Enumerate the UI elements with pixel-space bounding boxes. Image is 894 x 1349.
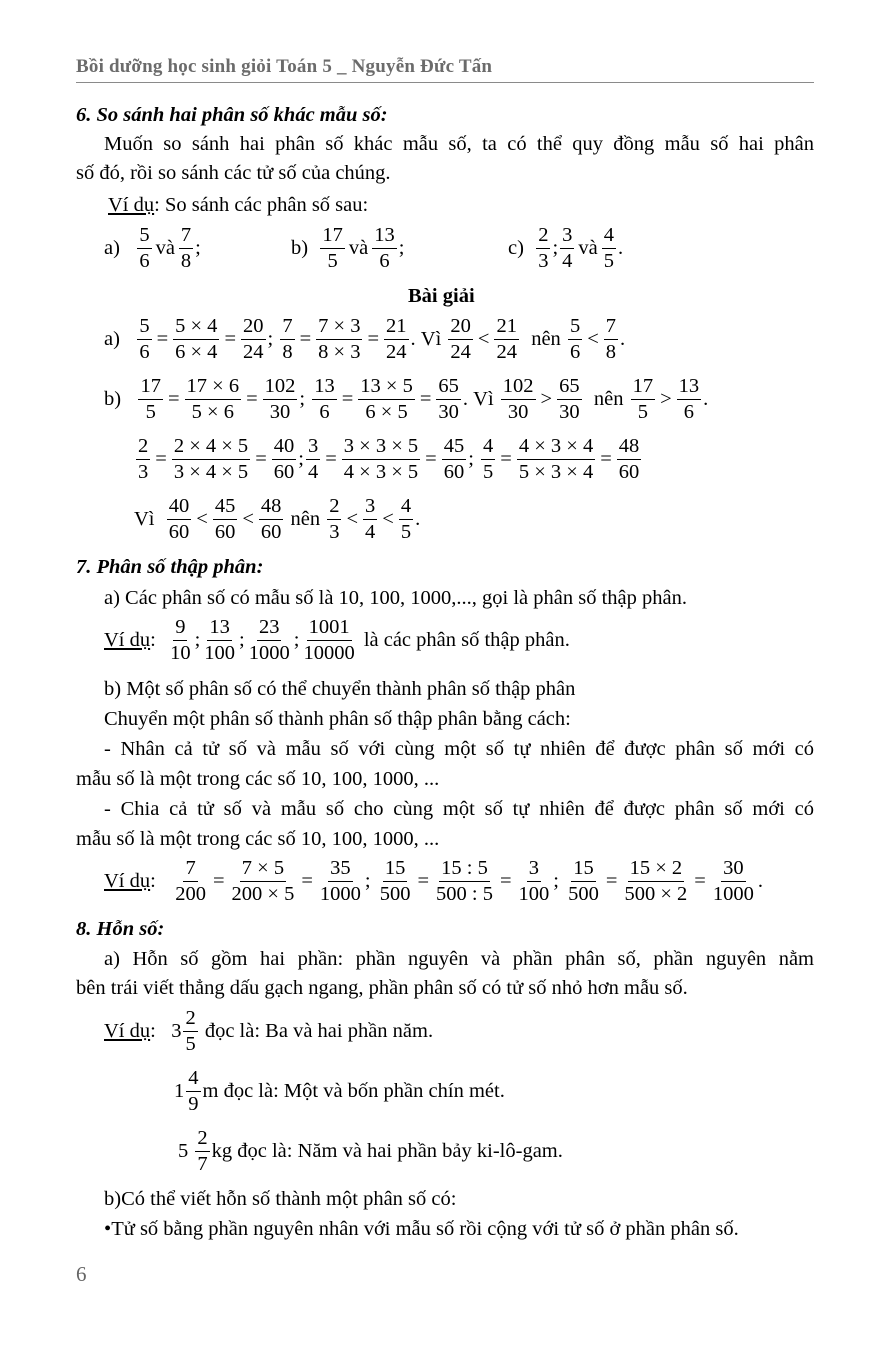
mixed-number-example-3: 5 2 7 kg đọc là: Năm và hai phần bảy ki-lô-gam. [178, 1126, 563, 1175]
solution-b: b) $\frac{17}{5}$ = $\frac{17 \times 6}{5 \times 6}$ = $\frac{102}{30}$ ; $\frac{13}{6}$ = $\frac{13 \times 5}{6 \times 5}$ = $\frac{65}{30}$ . Vì 102 30 > 65 30 nên 17 5 > 13 6 . [104, 374, 709, 423]
s7-c: Chuyển một phân số thành phân số thập phân bằng cách: [104, 708, 571, 730]
word-va: và [578, 236, 598, 259]
s7-d2-line1: - Chia cả tử số và mẫu số cho cùng một số tự nhiên để được phân số mới có [104, 798, 814, 820]
solution-a: a) $\frac{5}{6}$ = $\frac{5 \times 4}{6 \times 4}$ = $\frac{20}{24}$ ; $\frac{7}{8}$ = $\frac{7 \times 3}{8 \times 3}$ = $\frac{21}{24}$ . Vì 20 24 < 21 24 nên 5 6 < 7 8 . [104, 314, 626, 363]
example-label: Ví dụ [104, 869, 151, 892]
example-label: Ví dụ [104, 628, 151, 651]
s7-d1-line2: mẫu số là một trong các số 10, 100, 1000, ... [76, 768, 440, 790]
s6-example-b: b) 17 5 và 13 6 ; [291, 223, 405, 272]
label-b: b) [291, 236, 309, 259]
s6-example-c: c) 2 3 ; 3 4 và 4 5 . [508, 223, 624, 272]
fraction: 7 8 [180, 223, 192, 272]
s6-paragraph-line1: Muốn so sánh hai phân số khác mẫu số, ta có thể quy đồng mẫu số hai phân [104, 133, 814, 155]
example-label: Ví dụ [104, 1019, 151, 1042]
s6-paragraph-line2: số đó, rồi so sánh các tử số của chúng. [76, 162, 391, 184]
s7-example: Ví dụ : 9 10 ; 13 100 ; 23 1000 ; 1001 10000 là các phân số thập phân. [104, 615, 570, 664]
solution-heading: Bài giải [408, 285, 475, 307]
label-a: a) [104, 327, 120, 350]
label-b: b) [104, 387, 122, 410]
fraction: 3 4 [562, 223, 573, 272]
fraction: 5 6 [139, 223, 150, 272]
mixed-number-example-1: Ví dụ : 3 2 5 đọc là: Ba và hai phần năm. [104, 1006, 434, 1055]
fraction: 4 5 [603, 223, 614, 272]
word-va: và [348, 236, 369, 259]
s8-a-line1: a) Hỗn số gồm hai phần: phần nguyên và phần phân số, phần nguyên nằm [104, 948, 814, 970]
header-rule [76, 82, 814, 83]
solution-c-conclusion: Vì 40 60 < 45 60 < 48 60 nên 2 3 < 3 4 < 4 5 . [134, 494, 421, 543]
section-6-title: 6. So sánh hai phân số khác mẫu số: [76, 104, 388, 126]
s7-d2-line2: mẫu số là một trong các số 10, 100, 1000, ... [76, 828, 440, 850]
bullet-icon: • [104, 1218, 112, 1240]
s6-example-intro [108, 193, 368, 217]
word-va: và [155, 236, 175, 259]
solution-c-conversion: $\frac{2}{3}$ = $\frac{2 \times 4 \times 5}{3 \times 4 \times 5}$ = $\frac{40}{60}$ ; $\frac{3}{4}$ = $\frac{3 \times 3 \times 5}{4 \times 3 \times 5}$ = $\frac{45}{60}$ ; $\frac{4}{5}$ = $\frac{4 \times 3 \times 4}{5 \times 3 \times 4}$ = $\frac{48}{60}$ [138, 434, 640, 483]
section-8-title: 8. Hỗn số: [76, 918, 165, 940]
s7-a: a) Các phân số có mẫu số là 10, 100, 1000,..., gọi là phân số thập phân. [104, 587, 687, 609]
section-7-title: 7. Phân số thập phân: [76, 556, 264, 578]
page-number: 6 [76, 1262, 87, 1286]
example-label: Ví dụ [108, 194, 155, 216]
example-text: : So sánh các phân số sau: [154, 194, 369, 216]
s7-example-2: Ví dụ : $\frac{7}{200}$ = $\frac{7 \times 5}{200 \times 5}$ = $\frac{35}{1000}$ ; $\frac{15}{500}$ = $\frac{15 : 5}{500 : 5}$ = $\frac{3}{100}$ ; $\frac{15}{500}$ = $\frac{15 \times 2}{500 \times 2}$ = $\frac{30}{1000}$ . [104, 856, 763, 905]
fraction: 13 6 [374, 223, 395, 272]
running-header: Bồi dưỡng học sinh giỏi Toán 5 _ Nguyễn Đức Tấn [76, 56, 493, 77]
s6-example-a: a) 5 6 và 7 8 ; [104, 223, 201, 272]
s8-bullet: •Tử số bằng phần nguyên nhân với mẫu số rồi cộng với tử số ở phần phân số. [104, 1218, 739, 1240]
fraction: 2 3 [538, 223, 549, 272]
mixed-number-example-2: 1 4 9 m đọc là: Một và bốn phần chín mét. [174, 1066, 505, 1115]
fraction: 17 5 [322, 223, 343, 272]
s8-a-line2: bên trái viết thẳng dấu gạch ngang, phần phân số có tử số nhỏ hơn mẫu số. [76, 977, 688, 999]
s8-b: b)Có thể viết hỗn số thành một phân số có: [104, 1188, 457, 1210]
s7-d1-line1: - Nhân cả tử số và mẫu số với cùng một số tự nhiên để được phân số mới có [104, 738, 814, 760]
s7-b: b) Một số phân số có thể chuyển thành phân số thập phân [104, 678, 576, 700]
label-c: c) [508, 236, 524, 259]
label-a: a) [104, 236, 120, 259]
